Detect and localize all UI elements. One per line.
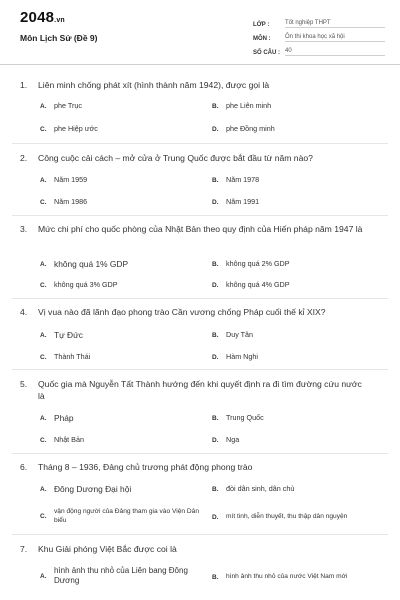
question-1 xyxy=(20,79,370,91)
quiz-header xyxy=(0,0,400,65)
question-divider xyxy=(12,369,388,370)
exam-title: Môn Lịch Sử (Đề 9) xyxy=(20,33,98,43)
option-text: Nga xyxy=(226,435,240,444)
question-divider xyxy=(12,453,388,454)
meta-label: MÔN : xyxy=(253,36,271,42)
option-letter: C. xyxy=(40,125,47,133)
option-letter: A. xyxy=(40,102,47,110)
question-text: Mức chi phí cho quốc phòng của Nhật Bản theo quy định của Hiến pháp năm 1947 là xyxy=(38,224,363,234)
question-2 xyxy=(20,152,370,164)
option-6c[interactable] xyxy=(40,507,200,525)
question-divider xyxy=(12,534,388,535)
option-4a[interactable] xyxy=(40,330,83,340)
option-letter: B. xyxy=(212,331,219,339)
question-number: 1. xyxy=(20,80,28,90)
option-letter: B. xyxy=(212,485,219,493)
option-text: Hàm Nghi xyxy=(226,352,258,361)
option-text: mít tinh, diễn thuyết, thu thập dân nguyện xyxy=(226,513,348,520)
option-letter: D. xyxy=(212,513,219,521)
option-letter: C. xyxy=(40,281,47,289)
option-letter: A. xyxy=(40,331,47,339)
option-letter: A. xyxy=(40,414,47,422)
option-1a[interactable] xyxy=(40,101,82,111)
option-text: hình ảnh thu nhỏ của Liên bang Đông Dương xyxy=(54,566,188,585)
option-7a[interactable] xyxy=(40,566,210,586)
question-number: 4. xyxy=(20,307,28,317)
option-letter: D. xyxy=(212,281,219,289)
question-number: 3. xyxy=(20,224,28,234)
site-logo[interactable] xyxy=(20,9,65,26)
option-3d[interactable] xyxy=(212,280,290,290)
option-letter: D. xyxy=(212,353,219,361)
question-number: 2. xyxy=(20,153,28,163)
option-text: Năm 1986 xyxy=(54,197,88,206)
option-3b[interactable] xyxy=(212,259,290,269)
option-text: Năm 1991 xyxy=(226,197,260,206)
question-4 xyxy=(20,306,370,318)
option-letter: C. xyxy=(40,353,47,361)
option-letter: C. xyxy=(40,512,47,520)
question-5 xyxy=(20,378,370,402)
option-6d[interactable] xyxy=(212,512,347,522)
question-6 xyxy=(20,461,370,473)
question-text: Liên minh chống phát xít (hình thành năm 1942), được gọi là xyxy=(38,80,270,90)
logo-suffix: .vn xyxy=(54,17,65,24)
meta-label: SỐ CÂU : xyxy=(253,50,280,56)
option-text: đòi dân sinh, dân chủ xyxy=(226,484,295,493)
option-letter: B. xyxy=(212,102,219,110)
option-6b[interactable] xyxy=(212,484,294,494)
option-text: Năm 1978 xyxy=(226,175,260,184)
option-letter: C. xyxy=(40,198,47,206)
option-text: hình ảnh thu nhỏ của nước Việt Nam mới xyxy=(226,573,348,580)
meta-value: Tốt nghiệp THPT xyxy=(285,20,385,28)
question-text: Khu Giải phóng Việt Bắc được coi là xyxy=(38,544,177,554)
option-1b[interactable] xyxy=(212,101,271,111)
option-letter: D. xyxy=(212,198,219,206)
question-divider xyxy=(12,215,388,216)
question-7 xyxy=(20,543,370,555)
option-text: Nhật Bản xyxy=(54,435,84,444)
meta-row-count xyxy=(253,42,385,56)
option-text: Pháp xyxy=(54,413,74,423)
option-letter: A. xyxy=(40,485,47,493)
logo-text: 2048 xyxy=(20,9,55,26)
option-text: phe Đồng minh xyxy=(226,124,275,133)
option-letter: A. xyxy=(40,260,47,268)
option-letter: B. xyxy=(212,573,219,581)
option-5b[interactable] xyxy=(212,413,264,423)
meta-label: LỚP : xyxy=(253,22,270,28)
option-text: Duy Tân xyxy=(226,330,254,339)
question-text: Quốc gia mà Nguyễn Tất Thành hướng đến khi quyết định ra đi tìm đường cứu nước là xyxy=(38,379,362,401)
option-letter: B. xyxy=(212,176,219,184)
question-text: Vị vua nào đã lãnh đạo phong trào Cần vương chống Pháp cuối thế kỉ XIX? xyxy=(38,307,326,317)
question-divider xyxy=(12,143,388,144)
option-text: không quá 1% GDP xyxy=(54,259,129,269)
option-7b[interactable] xyxy=(212,572,347,582)
option-1c[interactable] xyxy=(40,124,98,134)
option-text: Đông Dương Đại hội xyxy=(54,484,132,494)
question-number: 7. xyxy=(20,544,28,554)
option-5a[interactable] xyxy=(40,413,74,423)
option-text: không quá 2% GDP xyxy=(226,259,290,268)
option-text: phe Liên minh xyxy=(226,101,272,110)
option-letter: A. xyxy=(40,176,47,184)
option-2a[interactable] xyxy=(40,175,87,185)
option-5c[interactable] xyxy=(40,435,84,445)
option-text: không quá 4% GDP xyxy=(226,280,290,289)
option-4d[interactable] xyxy=(212,352,258,362)
exam-meta xyxy=(253,14,385,56)
option-letter: C. xyxy=(40,436,47,444)
option-2c[interactable] xyxy=(40,197,87,207)
question-text: Công cuộc cải cách – mở cửa ở Trung Quốc được bắt đầu từ năm nào? xyxy=(38,153,313,163)
option-text: Tự Đức xyxy=(54,330,83,340)
option-letter: A. xyxy=(40,572,47,580)
option-4c[interactable] xyxy=(40,352,90,362)
meta-row-class xyxy=(253,14,385,28)
question-text: Tháng 8 – 1936, Đảng chủ trương phát động phong trào xyxy=(38,462,253,472)
option-letter: D. xyxy=(212,125,219,133)
option-letter: B. xyxy=(212,260,219,268)
option-text: phe Hiệp ước xyxy=(54,124,98,133)
option-text: vận động người của Đảng tham gia vào Viện Dân biểu xyxy=(54,508,199,524)
option-2b[interactable] xyxy=(212,175,259,185)
option-3a[interactable] xyxy=(40,259,128,269)
option-text: Trung Quốc xyxy=(226,413,264,422)
question-3 xyxy=(20,223,370,235)
question-number: 6. xyxy=(20,462,28,472)
option-5d[interactable] xyxy=(212,435,239,445)
option-text: phe Trục xyxy=(54,101,82,110)
question-divider xyxy=(12,298,388,299)
option-text: Năm 1959 xyxy=(54,175,88,184)
option-letter: D. xyxy=(212,436,219,444)
question-number: 5. xyxy=(20,379,28,389)
meta-value: Ôn thi khoa học xã hội xyxy=(285,34,385,42)
option-text: không quá 3% GDP xyxy=(54,280,118,289)
meta-value: 40 xyxy=(285,48,385,56)
meta-row-subject xyxy=(253,28,385,42)
option-letter: B. xyxy=(212,414,219,422)
option-2d[interactable] xyxy=(212,197,259,207)
option-3c[interactable] xyxy=(40,280,118,290)
option-6a[interactable] xyxy=(40,484,131,494)
option-text: Thành Thái xyxy=(54,352,91,361)
option-4b[interactable] xyxy=(212,330,253,340)
option-1d[interactable] xyxy=(212,124,275,134)
